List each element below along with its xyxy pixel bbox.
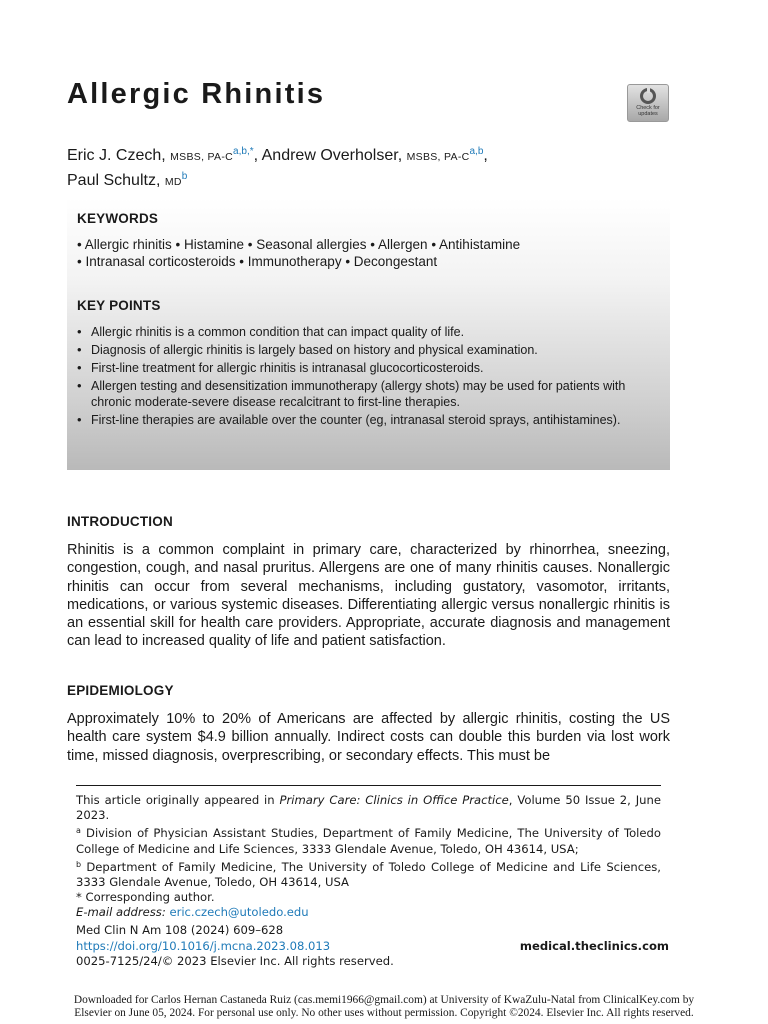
key-point-item: • First-line treatment for allergic rhinitis is intranasal glucocorticosteroids. [77,360,663,376]
article-title: Allergic Rhinitis [67,78,326,110]
author-name: , Andrew Overholser, [253,147,403,164]
affiliation-label: a [76,826,81,836]
check-for-updates-badge[interactable] [627,84,669,122]
citation-block [76,923,669,970]
author-degree: MSBS, PA-C [406,151,470,163]
key-points-list [77,324,660,428]
author-affiliation-mark[interactable]: a,b,* [233,146,254,157]
footnotes [76,793,661,921]
introduction-paragraph: Rhinitis is a common complaint in primary care, characterized by rhinorrhea, sneezing, congestion, cough, and nasal pruritus. Allergens are one of many rhinitis causes. Nonallergic rhinitis can occur from several mechanisms, including gustatory, vasomotor, irritants, medications, or various systemic diseases. Differentiating allergic versus nonallergic rhinitis is an essential skill for health care providers. Appropriate, accurate diagnosis and management can lead to increased quality of life and patient satisfaction. [67,542,670,650]
note-text: This article originally appeared in [76,793,280,807]
key-point-item: • Allergen testing and desensitization immunotherapy (allergy shots) may be used for patients with chronic moderate-severe disease recalcitrant to first-line therapies. [77,378,663,410]
download-footer [0,994,768,1020]
author-name: Paul Schultz, [67,172,161,189]
introduction-heading: INTRODUCTION [67,514,173,529]
author-name: Eric J. Czech, [67,147,166,164]
keywords-keypoints-box [67,198,670,470]
epidemiology-paragraph: Approximately 10% to 20% of Americans are affected by allergic rhinitis, costing the US health care system $4.9 billion annually. Indirect costs can double this burden via lost work time, missed diagnosis, overprescribing, or secondary effects. This must be [67,711,670,764]
key-point-item: • First-line therapies are available over the counter (eg, intranasal steroid sprays, antihistamines). [77,412,663,428]
email-note [76,905,661,920]
key-point-item: • Diagnosis of allergic rhinitis is largely based on history and physical examination. [77,342,663,358]
author-affiliation-mark[interactable]: b [181,171,188,182]
issn-copyright: 0025-7125/24/© 2023 Elsevier Inc. All rights reserved. [76,954,394,968]
crossmark-icon [640,88,656,104]
email-link[interactable]: eric.czech@utoledo.edu [169,905,309,920]
affiliation-text: Division of Physician Assistant Studies, Department of Family Medicine, The University of Toledo College of Medicine and Life Sciences, 3333 Glendale Avenue, Toledo, OH 43614, USA; [76,826,661,856]
check-for-updates-label: Check for updates [636,105,660,117]
affiliation-text: Department of Family Medicine, The University of Toledo College of Medicine and Life Sciences, 3333 Glendale Avenue, Toledo, OH 43614, USA [76,859,661,890]
corresponding-author-note: * Corresponding author. [76,890,215,905]
author-list: Eric J. Czech, MSBS, PA-C$^{a,b,*}$, Andrew Overholser, MSBS, PA-C$^{a,b}$, Paul Schultz, MD$^b$ [67,146,488,189]
affiliation-a [76,823,661,856]
journal-website[interactable]: medical.theclinics.com [519,938,669,953]
key-point-item: • Allergic rhinitis is a common condition that can impact quality of life. [77,324,663,340]
key-points-heading: KEY POINTS [77,298,161,313]
epidemiology-heading: EPIDEMIOLOGY [67,683,174,698]
author-degree: MD [164,176,182,188]
affiliation-label: b [76,859,82,869]
original-journal-name: Primary Care: Clinics in Office Practice [279,793,509,807]
doi-link[interactable]: https://doi.org/10.1016/j.mcna.2023.08.013 [76,938,331,953]
original-publication-note [76,793,661,823]
keywords-line: • Intranasal corticosteroids • Immunotherapy • Decongestant [77,254,438,269]
note-text: , Volume 50 Issue 2, June 2023. [76,793,661,823]
footer-line: Downloaded for Carlos Hernan Castaneda Ruiz (cas.memi1966@gmail.com) at University of KwaZulu-Natal from ClinicalKey.com by [73,994,695,1006]
footnote-divider [76,785,661,786]
author-affiliation-mark[interactable]: a,b [469,146,484,157]
author-degree: MSBS, PA-C [170,151,234,163]
affiliation-b [76,857,661,890]
keywords-list [77,236,660,270]
footer-line: Elsevier on June 05, 2024. For personal use only. No other uses without permission. Copyright ©2024. Elsevier Inc. All rights reserved. [74,1007,694,1019]
email-label: E-mail address: [76,905,166,920]
keywords-line: • Allergic rhinitis • Histamine • Seasonal allergies • Allergen • Antihistamine [77,237,521,252]
journal-citation: Med Clin N Am 108 (2024) 609–628 [76,923,284,937]
keywords-heading: KEYWORDS [77,211,159,226]
